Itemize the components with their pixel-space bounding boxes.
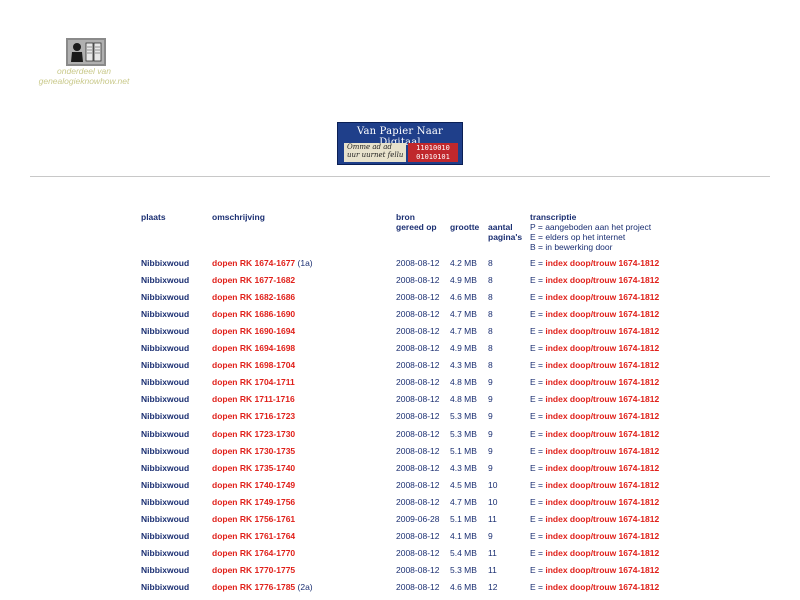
cell-transcriptie <box>530 565 659 576</box>
cell-paginas: 9 <box>488 411 493 421</box>
transcriptie-link[interactable]: index doop/trouw 1674-1812 <box>545 446 660 456</box>
cell-omschrijving <box>212 394 295 405</box>
table-row <box>0 275 800 292</box>
transcriptie-prefix: E = <box>530 411 546 421</box>
cell-gereed-op: 2008-08-12 <box>396 360 440 370</box>
table-row <box>0 360 800 377</box>
cell-grootte: 4.9 MB <box>450 343 477 353</box>
cell-transcriptie <box>530 446 659 457</box>
cell-transcriptie <box>530 548 659 559</box>
cell-omschrijving <box>212 548 295 559</box>
transcriptie-legend <box>530 222 651 252</box>
cell-omschrijving <box>212 326 295 337</box>
header-bron: bron gereed op <box>396 212 437 232</box>
register-link[interactable]: dopen RK 1764-1770 <box>212 548 296 558</box>
project-banner[interactable] <box>337 122 463 165</box>
cell-gereed-op: 2008-08-12 <box>396 548 440 558</box>
register-link[interactable]: dopen RK 1730-1735 <box>212 446 296 456</box>
cell-omschrijving <box>212 377 295 388</box>
book-reader-icon <box>66 38 106 66</box>
transcriptie-prefix: E = <box>530 258 546 268</box>
register-link[interactable]: dopen RK 1776-1785 <box>212 582 296 592</box>
register-link[interactable]: dopen RK 1770-1775 <box>212 565 296 575</box>
cell-plaats: Nibbixwoud <box>141 360 190 370</box>
cell-transcriptie <box>530 463 659 474</box>
cell-omschrijving <box>212 514 295 525</box>
register-link[interactable]: dopen RK 1761-1764 <box>212 531 296 541</box>
table-row <box>0 292 800 309</box>
cell-paginas: 9 <box>488 429 493 439</box>
table-row <box>0 463 800 480</box>
transcriptie-prefix: E = <box>530 531 546 541</box>
table-row <box>0 531 800 548</box>
cell-transcriptie <box>530 480 659 491</box>
transcriptie-prefix: E = <box>530 343 546 353</box>
transcriptie-prefix: E = <box>530 326 546 336</box>
cell-omschrijving <box>212 411 295 422</box>
header-aantal-paginas: aantal pagina's <box>488 222 523 242</box>
transcriptie-link[interactable]: index doop/trouw 1674-1812 <box>545 429 660 439</box>
legend-line-b: B = in bewerking door <box>530 242 613 252</box>
transcriptie-link[interactable]: index doop/trouw 1674-1812 <box>545 514 660 524</box>
cell-plaats: Nibbixwoud <box>141 582 190 592</box>
table-row <box>0 411 800 428</box>
cell-gereed-op: 2008-08-12 <box>396 531 440 541</box>
cell-grootte: 4.7 MB <box>450 309 477 319</box>
cell-paginas: 8 <box>488 326 493 336</box>
logo-caption <box>30 66 138 86</box>
register-link[interactable]: dopen RK 1735-1740 <box>212 463 296 473</box>
register-link[interactable]: dopen RK 1682-1686 <box>212 292 296 302</box>
table-row <box>0 343 800 360</box>
cell-grootte: 5.3 MB <box>450 565 477 575</box>
cell-omschrijving <box>212 258 313 269</box>
cell-gereed-op: 2008-08-12 <box>396 343 440 353</box>
register-link[interactable]: dopen RK 1749-1756 <box>212 497 296 507</box>
cell-transcriptie <box>530 292 659 303</box>
cell-plaats: Nibbixwoud <box>141 326 190 336</box>
transcriptie-link[interactable]: index doop/trouw 1674-1812 <box>545 292 660 302</box>
transcriptie-prefix: E = <box>530 446 546 456</box>
table-row <box>0 582 800 599</box>
header-transcriptie: transcriptie <box>530 212 577 222</box>
table-row <box>0 446 800 463</box>
cell-omschrijving <box>212 497 295 508</box>
cell-paginas: 9 <box>488 377 493 387</box>
table-row <box>0 480 800 497</box>
register-link[interactable]: dopen RK 1686-1690 <box>212 309 296 319</box>
cell-gereed-op: 2009-06-28 <box>396 514 440 524</box>
transcriptie-link[interactable]: index doop/trouw 1674-1812 <box>545 463 660 473</box>
cell-plaats: Nibbixwoud <box>141 394 190 404</box>
cell-gereed-op: 2008-08-12 <box>396 275 440 285</box>
cell-transcriptie <box>530 411 659 422</box>
transcriptie-link[interactable]: index doop/trouw 1674-1812 <box>545 480 660 490</box>
cell-grootte: 5.1 MB <box>450 446 477 456</box>
transcriptie-prefix: E = <box>530 275 546 285</box>
cell-gereed-op: 2008-08-12 <box>396 326 440 336</box>
cell-omschrijving <box>212 446 295 457</box>
cell-grootte: 4.8 MB <box>450 377 477 387</box>
cell-grootte: 4.3 MB <box>450 463 477 473</box>
cell-grootte: 4.7 MB <box>450 497 477 507</box>
register-link[interactable]: dopen RK 1704-1711 <box>212 377 295 387</box>
cell-transcriptie <box>530 326 659 337</box>
transcriptie-prefix: E = <box>530 480 546 490</box>
cell-paginas: 10 <box>488 480 498 490</box>
transcriptie-prefix: E = <box>530 429 546 439</box>
logo-caption-line1: onderdeel van <box>57 66 111 76</box>
transcriptie-link[interactable]: index doop/trouw 1674-1812 <box>545 343 660 353</box>
cell-plaats: Nibbixwoud <box>141 343 190 353</box>
transcriptie-link[interactable]: index doop/trouw 1674-1812 <box>545 394 660 404</box>
table-row <box>0 309 800 326</box>
cell-gereed-op: 2008-08-12 <box>396 292 440 302</box>
cell-grootte: 4.9 MB <box>450 275 477 285</box>
register-link[interactable]: dopen RK 1677-1682 <box>212 275 296 285</box>
cell-grootte: 5.3 MB <box>450 429 477 439</box>
table-row <box>0 326 800 343</box>
cell-plaats: Nibbixwoud <box>141 292 190 302</box>
cell-omschrijving <box>212 360 295 371</box>
table-row <box>0 514 800 531</box>
cell-grootte: 4.1 MB <box>450 531 477 541</box>
table-row <box>0 377 800 394</box>
cell-transcriptie <box>530 582 659 593</box>
transcriptie-prefix: E = <box>530 565 546 575</box>
transcriptie-prefix: E = <box>530 497 546 507</box>
cell-paginas: 8 <box>488 343 493 353</box>
cell-omschrijving <box>212 582 313 593</box>
cell-plaats: Nibbixwoud <box>141 514 190 524</box>
cell-transcriptie <box>530 275 659 286</box>
register-link[interactable]: dopen RK 1674-1677 <box>212 258 296 268</box>
cell-transcriptie <box>530 377 659 388</box>
cell-gereed-op: 2008-08-12 <box>396 258 440 268</box>
cell-paginas: 8 <box>488 360 493 370</box>
cell-paginas: 9 <box>488 531 493 541</box>
cell-paginas: 12 <box>488 582 498 592</box>
header-grootte: grootte <box>450 222 480 232</box>
logo-caption-link[interactable]: genealogieknowhow.net <box>38 76 130 86</box>
cell-transcriptie <box>530 514 659 525</box>
table-row <box>0 565 800 582</box>
cell-gereed-op: 2008-08-12 <box>396 446 440 456</box>
cell-paginas: 8 <box>488 258 493 268</box>
cell-grootte: 4.2 MB <box>450 258 477 268</box>
cell-transcriptie <box>530 429 659 440</box>
cell-gereed-op: 2008-08-12 <box>396 429 440 439</box>
register-link[interactable]: dopen RK 1756-1761 <box>212 514 296 524</box>
cell-grootte: 4.6 MB <box>450 582 477 592</box>
cell-omschrijving <box>212 565 295 576</box>
transcriptie-link[interactable]: index doop/trouw 1674-1812 <box>545 360 660 370</box>
transcriptie-prefix: E = <box>530 309 546 319</box>
cell-plaats: Nibbixwoud <box>141 258 190 268</box>
table-row <box>0 258 800 275</box>
register-link[interactable]: dopen RK 1716-1723 <box>212 411 296 421</box>
cell-plaats: Nibbixwoud <box>141 309 190 319</box>
register-link[interactable]: dopen RK 1694-1698 <box>212 343 296 353</box>
cell-grootte: 4.6 MB <box>450 292 477 302</box>
transcriptie-link[interactable]: index doop/trouw 1674-1812 <box>545 275 660 285</box>
cell-gereed-op: 2008-08-12 <box>396 411 440 421</box>
cell-omschrijving <box>212 292 295 303</box>
cell-plaats: Nibbixwoud <box>141 531 190 541</box>
cell-plaats: Nibbixwoud <box>141 429 190 439</box>
legend-line-p: P = aangeboden aan het project <box>530 222 652 232</box>
cell-omschrijving <box>212 343 295 354</box>
banner-manuscript-image: Omme ad ad uur uurnet fellu <box>344 143 406 162</box>
cell-grootte: 5.4 MB <box>450 548 477 558</box>
transcriptie-prefix: E = <box>530 463 546 473</box>
cell-paginas: 10 <box>488 497 498 507</box>
cell-omschrijving <box>212 429 295 440</box>
cell-plaats: Nibbixwoud <box>141 548 190 558</box>
transcriptie-prefix: E = <box>530 582 546 592</box>
transcriptie-link[interactable]: index doop/trouw 1674-1812 <box>545 309 660 319</box>
cell-transcriptie <box>530 343 659 354</box>
cell-grootte: 4.5 MB <box>450 480 477 490</box>
cell-paginas: 8 <box>488 309 493 319</box>
cell-transcriptie <box>530 394 659 405</box>
transcriptie-link[interactable]: index doop/trouw 1674-1812 <box>545 411 660 421</box>
transcriptie-link[interactable]: index doop/trouw 1674-1812 <box>545 531 660 541</box>
cell-plaats: Nibbixwoud <box>141 480 190 490</box>
cell-gereed-op: 2008-08-12 <box>396 377 440 387</box>
cell-grootte: 5.3 MB <box>450 411 477 421</box>
transcriptie-link[interactable]: index doop/trouw 1674-1812 <box>545 497 660 507</box>
cell-paginas: 11 <box>488 565 497 575</box>
horizontal-divider <box>30 176 770 177</box>
cell-paginas: 9 <box>488 394 493 404</box>
cell-gereed-op: 2008-08-12 <box>396 394 440 404</box>
cell-omschrijving <box>212 463 295 474</box>
table-row <box>0 394 800 411</box>
table-row <box>0 497 800 514</box>
transcriptie-link[interactable]: index doop/trouw 1674-1812 <box>545 258 660 268</box>
cell-gereed-op: 2008-08-12 <box>396 497 440 507</box>
transcriptie-link[interactable]: index doop/trouw 1674-1812 <box>545 565 660 575</box>
cell-transcriptie <box>530 531 659 542</box>
cell-grootte: 4.7 MB <box>450 326 477 336</box>
cell-grootte: 4.8 MB <box>450 394 477 404</box>
cell-plaats: Nibbixwoud <box>141 463 190 473</box>
cell-plaats: Nibbixwoud <box>141 275 190 285</box>
cell-gereed-op: 2008-08-12 <box>396 565 440 575</box>
cell-paginas: 11 <box>488 514 497 524</box>
cell-plaats: Nibbixwoud <box>141 497 190 507</box>
cell-plaats: Nibbixwoud <box>141 411 190 421</box>
transcriptie-link[interactable]: index doop/trouw 1674-1812 <box>545 582 660 592</box>
header-plaats: plaats <box>141 212 166 222</box>
cell-paginas: 8 <box>488 275 493 285</box>
site-logo[interactable] <box>66 38 106 66</box>
transcriptie-prefix: E = <box>530 292 546 302</box>
register-link[interactable]: dopen RK 1723-1730 <box>212 429 296 439</box>
transcriptie-prefix: E = <box>530 377 546 387</box>
cell-gereed-op: 2008-08-12 <box>396 463 440 473</box>
cell-plaats: Nibbixwoud <box>141 565 190 575</box>
header-omschrijving: omschrijving <box>212 212 265 222</box>
table-row <box>0 429 800 446</box>
cell-transcriptie <box>530 258 659 269</box>
register-link[interactable]: dopen RK 1711-1716 <box>212 394 295 404</box>
cell-gereed-op: 2008-08-12 <box>396 480 440 490</box>
transcriptie-link[interactable]: index doop/trouw 1674-1812 <box>545 377 660 387</box>
cell-paginas: 8 <box>488 292 493 302</box>
cell-paginas: 11 <box>488 548 497 558</box>
register-link[interactable]: dopen RK 1698-1704 <box>212 360 296 370</box>
legend-line-e: E = elders op het internet <box>530 232 626 242</box>
cell-grootte: 4.3 MB <box>450 360 477 370</box>
transcriptie-link[interactable]: index doop/trouw 1674-1812 <box>545 548 660 558</box>
cell-paginas: 9 <box>488 463 493 473</box>
table-row <box>0 548 800 565</box>
cell-transcriptie <box>530 360 659 371</box>
cell-gereed-op: 2008-08-12 <box>396 582 440 592</box>
banner-title: Van Papier Naar <box>356 126 444 137</box>
cell-omschrijving <box>212 531 295 542</box>
transcriptie-prefix: E = <box>530 548 546 558</box>
transcriptie-prefix: E = <box>530 394 546 404</box>
banner-binary-image: 11010010 01010101 <box>408 143 458 162</box>
cell-plaats: Nibbixwoud <box>141 446 190 456</box>
cell-paginas: 9 <box>488 446 493 456</box>
register-link[interactable]: dopen RK 1690-1694 <box>212 326 296 336</box>
cell-note: (2a) <box>295 582 313 592</box>
cell-gereed-op: 2008-08-12 <box>396 309 440 319</box>
cell-omschrijving <box>212 275 295 286</box>
cell-transcriptie <box>530 309 659 320</box>
register-link[interactable]: dopen RK 1740-1749 <box>212 480 296 490</box>
cell-grootte: 5.1 MB <box>450 514 477 524</box>
cell-transcriptie <box>530 497 659 508</box>
cell-omschrijving <box>212 309 295 320</box>
transcriptie-prefix: E = <box>530 360 546 370</box>
cell-note: (1a) <box>295 258 313 268</box>
cell-plaats: Nibbixwoud <box>141 377 190 387</box>
cell-omschrijving <box>212 480 295 491</box>
transcriptie-prefix: E = <box>530 514 546 524</box>
transcriptie-link[interactable]: index doop/trouw 1674-1812 <box>545 326 660 336</box>
